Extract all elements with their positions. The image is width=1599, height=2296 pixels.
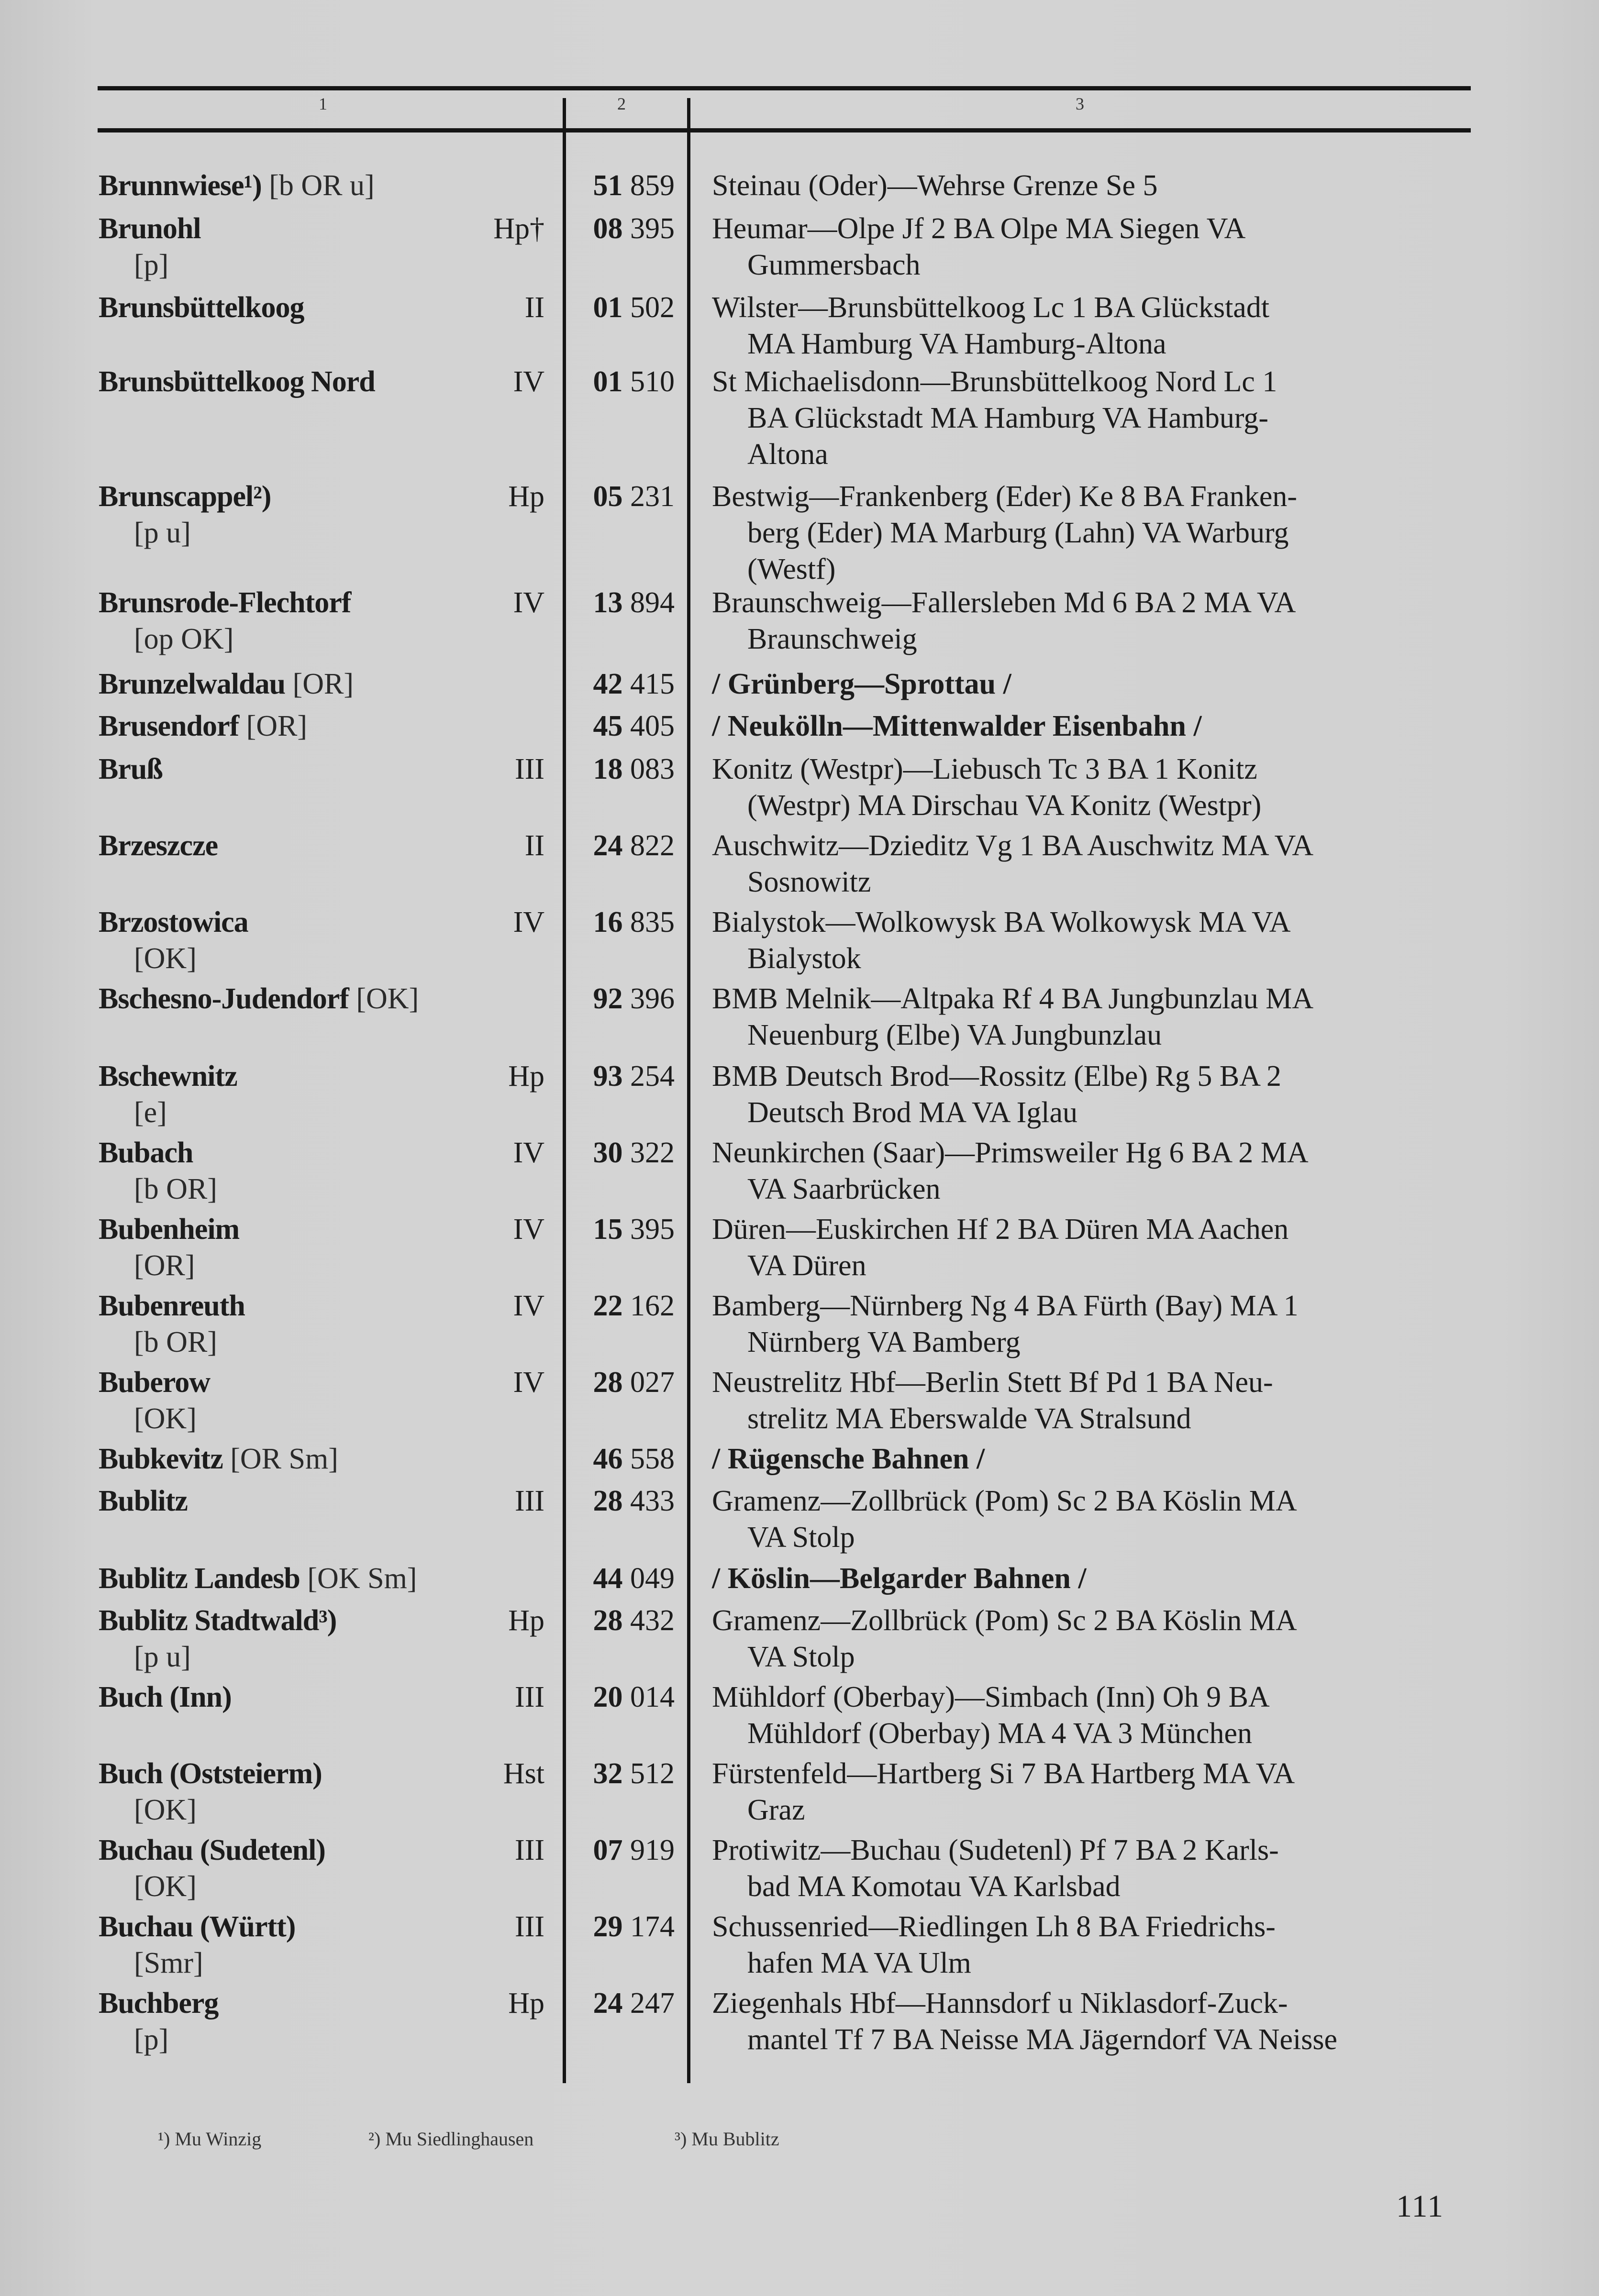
station-number-suffix: 322	[630, 1137, 675, 1169]
route-line-1: / Köslin—Belgarder Bahnen /	[712, 1562, 1087, 1595]
station-number-suffix: 510	[630, 365, 675, 398]
station-number-suffix: 027	[630, 1366, 675, 1399]
station-name: Bubenreuth	[99, 1290, 245, 1322]
route-line-1: / Rügensche Bahnen /	[712, 1443, 985, 1475]
station-class: IV	[513, 1137, 544, 1169]
station-name: Bschesno-Judendorf	[99, 982, 349, 1015]
station-number	[583, 1755, 675, 1792]
station-class: Hst	[503, 1757, 544, 1790]
station-number-suffix: 433	[630, 1485, 675, 1517]
station-class: IV	[513, 1290, 544, 1322]
station-name-cell	[99, 289, 582, 326]
station-number	[583, 1483, 675, 1519]
route-line-1: St Michaelisdonn—Brunsbüttelkoog Nord Lc 1	[712, 365, 1277, 398]
station-name-cell	[99, 364, 582, 400]
route-line-1: Bestwig—Frankenberg (Eder) Ke 8 BA Franken-	[712, 480, 1298, 513]
station-number-suffix: 162	[630, 1290, 675, 1322]
station-number-prefix: 30	[593, 1137, 623, 1169]
route-line-2: mantel Tf 7 BA Neisse MA Jägerndorf VA Neisse	[747, 2023, 1338, 2056]
station-class: IV	[513, 365, 544, 398]
station-flags: [b OR]	[134, 1326, 217, 1358]
route-line-1: Fürstenfeld—Hartberg Si 7 BA Hartberg MA VA	[712, 1757, 1295, 1790]
route-cell	[712, 1602, 1477, 1675]
station-number-prefix: 28	[593, 1604, 623, 1637]
route-line-1: Steinau (Oder)—Wehrse Grenze Se 5	[712, 169, 1158, 202]
top-rule	[98, 86, 1471, 90]
route-line-2: VA Stolp	[747, 1641, 855, 1673]
station-number	[583, 1909, 675, 1945]
station-name-cell	[99, 666, 582, 702]
station-name: Buchau (Württ)	[99, 1910, 296, 1943]
route-line-1: Konitz (Westpr)—Liebusch Tc 3 BA 1 Konitz	[712, 753, 1257, 785]
station-number	[583, 1135, 675, 1171]
route-line-1: BMB Melnik—Altpaka Rf 4 BA Jungbunzlau MA	[712, 982, 1314, 1015]
station-name-cell	[99, 1288, 582, 1358]
station-number	[583, 585, 675, 621]
station-flags: [p]	[134, 249, 169, 281]
header-col2: 2	[617, 94, 626, 113]
station-number	[583, 751, 675, 787]
station-class: Hp	[508, 1604, 544, 1637]
station-number	[583, 1441, 675, 1477]
route-cell	[712, 828, 1477, 900]
station-flags: [p u]	[134, 517, 191, 549]
station-name: Brunsbüttelkoog	[99, 291, 304, 324]
station-number	[583, 210, 675, 247]
route-line-2: hafen MA VA Ulm	[747, 1947, 971, 1979]
route-line-1: Protiwitz—Buchau (Sudetenl) Pf 7 BA 2 Karls-	[712, 1834, 1279, 1866]
route-line-1: Gramenz—Zollbrück (Pom) Sc 2 BA Köslin MA	[712, 1485, 1297, 1517]
station-number-suffix: 396	[630, 982, 675, 1015]
station-flags: [Smr]	[134, 1947, 203, 1979]
station-name-cell	[99, 1135, 582, 1205]
station-number	[583, 904, 675, 940]
station-name-cell	[99, 904, 582, 975]
station-class: II	[524, 291, 544, 324]
station-number	[583, 1058, 675, 1094]
station-class: III	[515, 1485, 544, 1517]
route-line-2: bad MA Komotau VA Karlsbad	[747, 1870, 1121, 1903]
station-number-suffix: 502	[630, 291, 675, 324]
station-number-suffix: 083	[630, 753, 675, 785]
station-class: IV	[513, 1366, 544, 1399]
route-cell	[712, 478, 1477, 587]
station-class: Hp†	[493, 212, 544, 245]
station-number	[583, 364, 675, 400]
station-name: Brzeszcze	[99, 829, 218, 862]
station-flags: [OR Sm]	[230, 1443, 338, 1475]
station-number-prefix: 32	[593, 1757, 623, 1790]
station-number-prefix: 51	[593, 169, 623, 202]
station-number-suffix: 014	[630, 1681, 675, 1713]
route-line-1: Braunschweig—Fallersleben Md 6 BA 2 MA VA	[712, 586, 1296, 619]
station-name: Buchau (Sudetenl)	[99, 1834, 325, 1866]
station-flags: [OK]	[134, 1402, 197, 1435]
station-number-suffix: 894	[630, 586, 675, 619]
route-line-1: Bialystok—Wolkowysk BA Wolkowysk MA VA	[712, 906, 1291, 938]
station-number-prefix: 46	[593, 1443, 623, 1475]
route-line-2: strelitz MA Eberswalde VA Stralsund	[747, 1402, 1191, 1435]
station-number-prefix: 05	[593, 480, 623, 513]
station-number-suffix: 835	[630, 906, 675, 938]
route-cell	[712, 1832, 1477, 1905]
route-line-2: Nürnberg VA Bamberg	[747, 1326, 1021, 1358]
station-number-suffix: 231	[630, 480, 675, 513]
station-number	[583, 1364, 675, 1401]
station-number-prefix: 20	[593, 1681, 623, 1713]
station-number	[583, 666, 675, 702]
station-class: III	[515, 1910, 544, 1943]
station-name: Brunsbüttelkoog Nord	[99, 365, 375, 398]
station-name-cell	[99, 981, 582, 1017]
station-flags: [OK]	[356, 982, 419, 1015]
route-line-1: / Neukölln—Mittenwalder Eisenbahn /	[712, 710, 1202, 742]
station-name-cell	[99, 828, 582, 864]
route-cell	[712, 289, 1477, 362]
station-flags: [b OR u]	[269, 169, 375, 202]
station-name: Buch (Inn)	[99, 1681, 232, 1713]
station-class: III	[515, 753, 544, 785]
page-number: 111	[1396, 2189, 1444, 2224]
station-name: Bruß	[99, 753, 163, 785]
station-name-cell	[99, 1211, 582, 1282]
station-name: Brzostowica	[99, 906, 248, 938]
station-flags: [OK]	[134, 1870, 197, 1903]
station-name-cell	[99, 751, 582, 787]
route-cell	[712, 1135, 1477, 1207]
station-class: IV	[513, 586, 544, 619]
station-number-prefix: 24	[593, 829, 623, 862]
station-number-suffix: 174	[630, 1910, 675, 1943]
station-number	[583, 478, 675, 515]
footnote-3: ³) Mu Bublitz	[675, 2128, 779, 2150]
route-line-2: Braunschweig	[747, 623, 917, 655]
route-line-1: Gramenz—Zollbrück (Pom) Sc 2 BA Köslin MA	[712, 1604, 1297, 1637]
route-line-2: MA Hamburg VA Hamburg-Altona	[747, 328, 1166, 360]
header-col3: 3	[1076, 94, 1084, 113]
station-number	[583, 1211, 675, 1247]
station-flags: [p u]	[134, 1641, 191, 1673]
route-line-2: Bialystok	[747, 942, 861, 975]
station-name: Bubenheim	[99, 1213, 240, 1246]
route-line-1: BMB Deutsch Brod—Rossitz (Elbe) Rg 5 BA 2	[712, 1060, 1282, 1093]
route-cell	[712, 1441, 1477, 1477]
station-name: Brusendorf	[99, 710, 239, 742]
station-flags: [OR]	[134, 1249, 195, 1282]
station-class: Hp	[508, 1060, 544, 1093]
route-cell	[712, 1755, 1477, 1828]
footnote-2: ²) Mu Siedlinghausen	[368, 2128, 534, 2150]
station-number-prefix: 28	[593, 1366, 623, 1399]
station-name: Brunnwiese¹)	[99, 169, 262, 202]
station-number-prefix: 29	[593, 1910, 623, 1943]
route-cell	[712, 1560, 1477, 1597]
route-line-1: Wilster—Brunsbüttelkoog Lc 1 BA Glückstadt	[712, 291, 1270, 324]
route-line-1: Neunkirchen (Saar)—Primsweiler Hg 6 BA 2 MA	[712, 1137, 1309, 1169]
route-line-1: Bamberg—Nürnberg Ng 4 BA Fürth (Bay) MA 1	[712, 1290, 1299, 1322]
route-cell	[712, 1909, 1477, 1981]
station-name: Bubach	[99, 1137, 193, 1169]
station-number	[583, 1679, 675, 1715]
station-name: Brunscappel²)	[99, 480, 271, 513]
station-number-suffix: 512	[630, 1757, 675, 1790]
route-line-1: Auschwitz—Dzieditz Vg 1 BA Auschwitz MA VA	[712, 829, 1314, 862]
column-separator-2	[687, 98, 690, 2083]
station-number-suffix: 859	[630, 169, 675, 202]
station-number-prefix: 15	[593, 1213, 623, 1246]
station-number-prefix: 44	[593, 1562, 623, 1595]
station-class: Hp	[508, 480, 544, 513]
station-name: Bublitz Stadtwald³)	[99, 1604, 337, 1637]
station-number-prefix: 45	[593, 710, 623, 742]
route-line-2: VA Düren	[747, 1249, 866, 1282]
station-name-cell	[99, 1909, 582, 1979]
station-name-cell	[99, 1441, 582, 1477]
station-number-prefix: 28	[593, 1485, 623, 1517]
station-flags: [op OK]	[134, 623, 234, 655]
station-number-suffix: 822	[630, 829, 675, 862]
route-cell	[712, 708, 1477, 744]
station-class: IV	[513, 906, 544, 938]
station-number-suffix: 405	[630, 710, 675, 742]
station-name: Bublitz	[99, 1485, 188, 1517]
station-name-cell	[99, 1483, 582, 1519]
station-class: IV	[513, 1213, 544, 1246]
route-line-1: Schussenried—Riedlingen Lh 8 BA Friedrichs-	[712, 1910, 1276, 1943]
station-name: Brunohl	[99, 212, 201, 245]
station-name: Buberow	[99, 1366, 211, 1399]
route-line-2: BA Glückstadt MA Hamburg VA Hamburg-	[747, 402, 1269, 434]
station-number-suffix: 254	[630, 1060, 675, 1093]
station-number-prefix: 07	[593, 1834, 623, 1866]
station-number	[583, 1602, 675, 1639]
station-number-suffix: 049	[630, 1562, 675, 1595]
station-number-prefix: 01	[593, 365, 623, 398]
route-line-3: Altona	[747, 438, 828, 471]
station-number-prefix: 22	[593, 1290, 623, 1322]
route-cell	[712, 981, 1477, 1053]
route-cell	[712, 666, 1477, 702]
station-number-prefix: 24	[593, 1987, 623, 2020]
route-line-1: Mühldorf (Oberbay)—Simbach (Inn) Oh 9 BA	[712, 1681, 1270, 1713]
station-number	[583, 708, 675, 744]
station-number-prefix: 01	[593, 291, 623, 324]
footnote-1: ¹) Mu Winzig	[158, 2128, 262, 2150]
header-rule	[98, 128, 1471, 132]
station-number-suffix: 395	[630, 212, 675, 245]
station-class: III	[515, 1834, 544, 1866]
station-number-suffix: 432	[630, 1604, 675, 1637]
station-flags: [p]	[134, 2023, 169, 2056]
station-number	[583, 1560, 675, 1597]
route-cell	[712, 167, 1477, 204]
route-line-2: Mühldorf (Oberbay) MA 4 VA 3 München	[747, 1717, 1253, 1750]
station-name: Buchberg	[99, 1987, 219, 2020]
station-number-suffix: 919	[630, 1834, 675, 1866]
station-name-cell	[99, 1364, 582, 1435]
route-line-2: Neuenburg (Elbe) VA Jungbunzlau	[747, 1019, 1162, 1051]
station-name-cell	[99, 708, 582, 744]
route-line-2: (Westpr) MA Dirschau VA Konitz (Westpr)	[747, 789, 1262, 822]
station-flags: [b OR]	[134, 1173, 217, 1205]
station-name: Bubkevitz	[99, 1443, 223, 1475]
header-col1: 1	[319, 94, 327, 113]
route-line-2: Graz	[747, 1794, 805, 1826]
station-number-prefix: 08	[593, 212, 623, 245]
route-line-2: VA Stolp	[747, 1521, 855, 1554]
route-cell	[712, 1364, 1477, 1437]
station-number-suffix: 395	[630, 1213, 675, 1246]
station-name: Bschewnitz	[99, 1060, 237, 1093]
route-line-1: Ziegenhals Hbf—Hannsdorf u Niklasdorf-Zuck-	[712, 1987, 1288, 2020]
route-cell	[712, 210, 1477, 283]
route-cell	[712, 1211, 1477, 1284]
station-number-prefix: 93	[593, 1060, 623, 1093]
route-line-1: Heumar—Olpe Jf 2 BA Olpe MA Siegen VA	[712, 212, 1246, 245]
station-name: Brunzelwaldau	[99, 668, 286, 700]
route-line-2: Gummersbach	[747, 249, 921, 281]
station-class: Hp	[508, 1987, 544, 2020]
route-cell	[712, 364, 1477, 473]
route-line-1: / Grünberg—Sprottau /	[712, 668, 1011, 700]
station-number-suffix: 247	[630, 1987, 675, 2020]
route-cell	[712, 1483, 1477, 1556]
route-cell	[712, 1985, 1477, 2058]
route-line-2: Deutsch Brod MA VA Iglau	[747, 1096, 1078, 1129]
route-cell	[712, 1288, 1477, 1360]
route-line-2: VA Saarbrücken	[747, 1173, 941, 1205]
route-cell	[712, 904, 1477, 977]
station-class: III	[515, 1681, 544, 1713]
station-number	[583, 828, 675, 864]
station-flags: [OK Sm]	[307, 1562, 417, 1595]
route-line-1: Düren—Euskirchen Hf 2 BA Düren MA Aachen	[712, 1213, 1289, 1246]
station-flags: [e]	[134, 1096, 167, 1129]
station-number	[583, 1985, 675, 2021]
station-number-prefix: 18	[593, 753, 623, 785]
route-line-1: Neustrelitz Hbf—Berlin Stett Bf Pd 1 BA Neu-	[712, 1366, 1273, 1399]
station-number	[583, 1288, 675, 1324]
station-class: II	[524, 829, 544, 862]
station-flags: [OR]	[292, 668, 354, 700]
station-flags: [OK]	[134, 1794, 197, 1826]
route-cell	[712, 1679, 1477, 1752]
station-name-cell	[99, 1832, 582, 1903]
station-name-cell	[99, 1679, 582, 1715]
route-line-2: Sosnowitz	[747, 866, 871, 898]
station-number	[583, 289, 675, 326]
station-name: Bublitz Landesb	[99, 1562, 300, 1595]
station-number	[583, 167, 675, 204]
station-name-cell	[99, 585, 582, 655]
station-number-prefix: 42	[593, 668, 623, 700]
station-number-suffix: 415	[630, 668, 675, 700]
station-flags: [OR]	[246, 710, 308, 742]
route-cell	[712, 1058, 1477, 1131]
station-name-cell	[99, 1560, 582, 1597]
station-name: Brunsrode-Flechtorf	[99, 586, 351, 619]
station-name-cell	[99, 167, 582, 204]
station-number-suffix: 558	[630, 1443, 675, 1475]
station-number-prefix: 13	[593, 586, 623, 619]
route-cell	[712, 585, 1477, 657]
route-line-2: berg (Eder) MA Marburg (Lahn) VA Warburg	[747, 517, 1289, 549]
route-line-3: (Westf)	[747, 553, 836, 585]
station-flags: [OK]	[134, 942, 197, 975]
station-number	[583, 1832, 675, 1868]
station-name: Buch (Oststeierm)	[99, 1757, 322, 1790]
station-number-prefix: 16	[593, 906, 623, 938]
station-number-prefix: 92	[593, 982, 623, 1015]
route-cell	[712, 751, 1477, 824]
station-number	[583, 981, 675, 1017]
